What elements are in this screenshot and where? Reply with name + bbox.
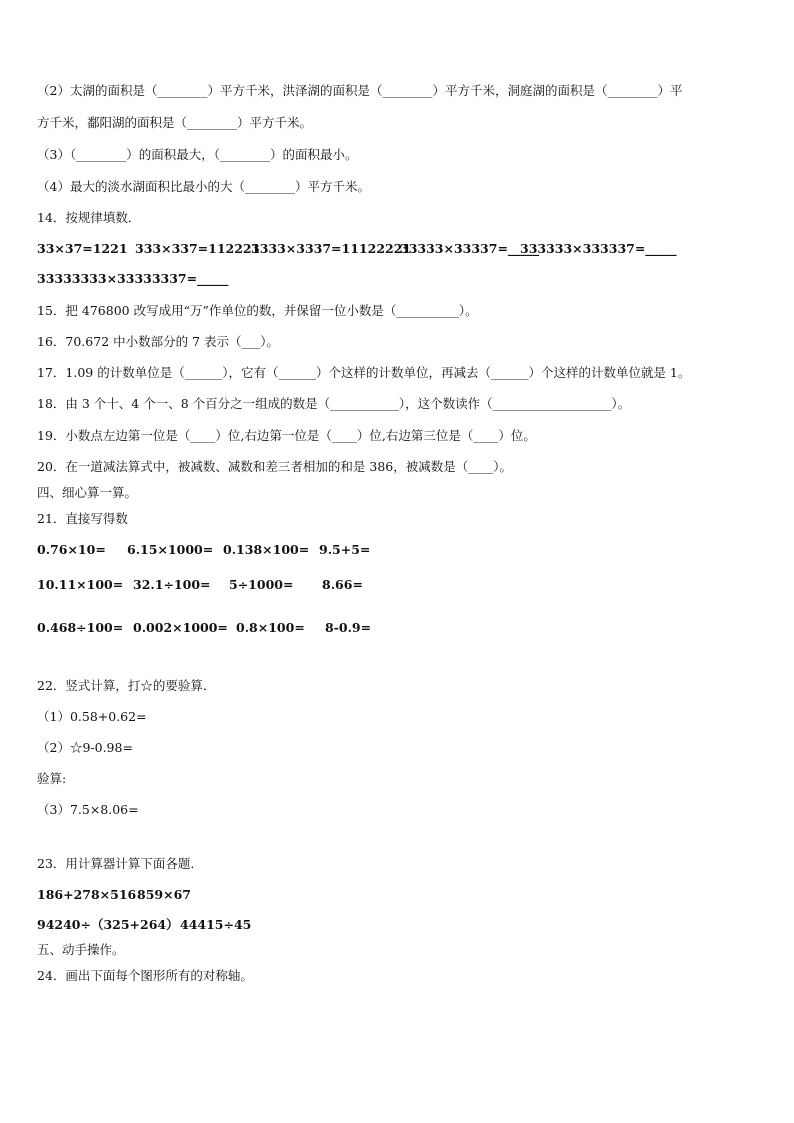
q21-item: 8-0.9= — [325, 620, 372, 635]
section-5-heading: 五、动手操作。 — [37, 942, 125, 957]
q22-title: 22．竖式计算，打☆的要验算． — [37, 678, 216, 693]
q21-item: 0.138×100= — [223, 542, 310, 557]
q14-item-last: 33333333×33333337=_____ — [37, 271, 229, 286]
q21-item: 0.002×1000= — [133, 620, 228, 635]
q14-item: 333333×333337=_____ — [520, 241, 677, 256]
q21-item: 0.8×100= — [236, 620, 305, 635]
q22-item: （3）7.5×8.06= — [37, 802, 139, 817]
q17: 17．1.09 的计数单位是（______），它有（______）个这样的计数单位，再减去（______）个这样的计数单位就是 1。 — [37, 365, 691, 380]
q21-item: 0.76×10= — [37, 542, 106, 557]
q21-row — [37, 576, 437, 594]
q13-part3: （3）（________）的面积最大，（________）的面积最小。 — [37, 147, 358, 162]
q21-item: 32.1÷100= — [133, 577, 211, 592]
q22-item: （1）0.58+0.62= — [37, 709, 147, 724]
q23-row — [37, 916, 337, 934]
q22-item: （2）☆9-0.98= — [37, 740, 133, 755]
section-4-heading: 四、细心算一算。 — [37, 485, 138, 500]
q23-row — [37, 886, 337, 904]
q21-item: 6.15×1000= — [127, 542, 214, 557]
q23-item: 186+278×516 — [37, 887, 137, 902]
q16: 16．70.672 中小数部分的 7 表示（___）。 — [37, 334, 280, 349]
q14-title: 14．按规律填数． — [37, 210, 141, 225]
q21-row — [37, 541, 437, 559]
q13-part2-line2: 方千米，鄱阳湖的面积是（________）平方千米。 — [37, 115, 313, 130]
q14-item: 3333×3337=11122221 — [251, 241, 412, 256]
q21-item: 9.5+5= — [319, 542, 371, 557]
q21-row — [37, 619, 437, 637]
q22-verify-label: 验算: — [37, 771, 67, 786]
q14-item: 33333×33337=_____ — [400, 241, 540, 256]
q23-item: 94240÷（325+264） — [37, 917, 179, 932]
q21-item: 8.66= — [322, 577, 363, 592]
q24: 24．画出下面每个图形所有的对称轴。 — [37, 968, 253, 983]
q21-item: 0.468÷100= — [37, 620, 124, 635]
q18: 18．由 3 个十、4 个一、8 个百分之一组成的数是（___________），这个数读作（___________________）。 — [37, 396, 631, 411]
q13-part4: （4）最大的淡水湖面积比最小的大（________）平方千米。 — [37, 179, 370, 194]
q14-item: 33×37=1221 — [37, 241, 128, 256]
q23-title: 23．用计算器计算下面各题． — [37, 856, 203, 871]
q23-item: 859×67 — [137, 887, 191, 902]
q19: 19．小数点左边第一位是（____）位,右边第一位是（____）位,右边第三位是（____）位。 — [37, 428, 536, 443]
q14-item: 333×337=112221 — [135, 241, 261, 256]
q21-title: 21．直接写得数 — [37, 511, 128, 526]
q14-pattern-row — [37, 240, 757, 258]
q21-item: 5÷1000= — [229, 577, 294, 592]
q20: 20．在一道减法算式中，被减数、减数和差三者相加的和是 386，被减数是（____）。 — [37, 459, 512, 474]
q21-item: 10.11×100= — [37, 577, 124, 592]
q23-item: 44415÷45 — [180, 917, 252, 932]
q13-part2-line1: （2）太湖的面积是（________）平方千米，洪泽湖的面积是（________）平方千米，洞庭湖的面积是（________）平 — [37, 83, 683, 98]
q15: 15．把 476800 改写成用“万”作单位的数，并保留一位小数是（__________）。 — [37, 303, 478, 318]
